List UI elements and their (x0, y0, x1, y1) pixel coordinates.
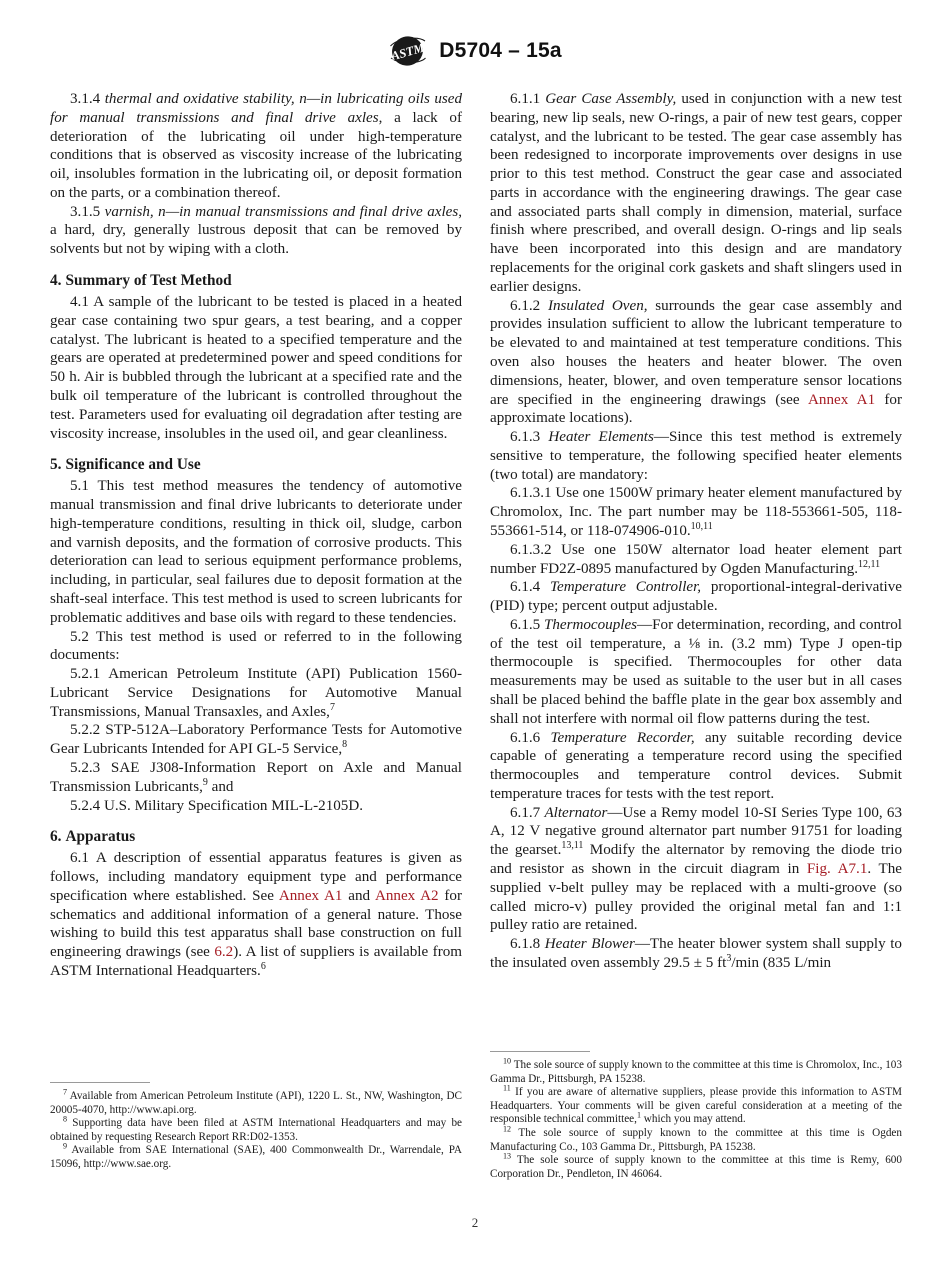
defined-term: Gear Case Assembly, (545, 91, 677, 107)
defined-term: Insulated Oven, (547, 297, 648, 314)
link-annex-a2[interactable]: Annex A2 (374, 887, 439, 904)
paragraph-6-1-6 (490, 729, 902, 804)
para-seg-2: /min (835 L/min (731, 954, 832, 971)
footnote-marker: 10 (503, 1056, 512, 1066)
para-body: any suitable recording device capable of generating a temperature record using the specified thermocouples and temperature control devices. Submit temperature traces for tests with the test report. (490, 729, 902, 802)
para-number: 5.2.2 (70, 722, 101, 739)
para-number: 5.2 (70, 628, 89, 645)
para-body: STP-512A–Laboratory Performance Tests for Automotive Gear Lubricants Intended for API GL-5 Service, (50, 722, 462, 758)
footnote-marker: 11 (503, 1083, 511, 1093)
section-number: 4. (50, 272, 62, 290)
para-number: 5.1 (70, 478, 89, 495)
para-number: 5.2.1 (70, 666, 101, 683)
footnote-item (490, 1124, 902, 1154)
para-body: Use one 150W alternator load heater element part number FD2Z-0895 manufactured by Ogden Manufacturing. (490, 541, 902, 577)
defined-term: thermal and oxidative stability, n—in lubricating oils used for manual transmissions and final drive axles (50, 91, 462, 126)
section-number: 5. (50, 456, 62, 474)
document-designation: D5704 – 15a (439, 39, 562, 62)
paragraph-5-2-3 (50, 759, 462, 797)
astm-logo (388, 34, 428, 68)
defined-term: Heater Blower (544, 936, 635, 953)
section-title: Significance and Use (65, 456, 201, 474)
footnote-text: If you are aware of alternative suppliers, please provide this information to ASTM Headquarters. Your comments will be given careful consideration at a meeting of the responsible technical committee, (490, 1086, 902, 1126)
body-columns (50, 90, 902, 1100)
paragraph-6-1 (50, 849, 462, 980)
link-section-6-2[interactable]: 6.2 (214, 944, 234, 961)
para-seg-1: A description of essential apparatus features is given as follows, including mandatory equipment type and performance specification where established. See (50, 850, 462, 904)
para-seg-2: for approximate locations). (490, 391, 902, 427)
footnote-ref-13-11[interactable]: 13,11 (561, 840, 584, 852)
para-body: proportional-integral-derivative (PID) type; percent output adjustable. (490, 579, 902, 615)
paragraph-6-1-4 (490, 578, 902, 616)
para-body: used in conjunction with a new test bearing, new lip seals, new O-rings, a pair of new test gears, copper catalyst, and the lubricant to be tested. The gear case assembly has been redesigned to incorporate improvements over designs in use prior to this test method. Construct the gear case and associated parts in accordance with the engineering drawings. The gear case and associated parts shall comply in dimension, material, surface finish where prescribed, and overall design. O-rings and lip seals have been incorporated into this design and are mandatory replacements for the original cork gaskets and shaft slingers used in earlier designs. (490, 91, 902, 295)
paragraph-4-1 (50, 293, 462, 443)
footnote-ref-8[interactable]: 8 (342, 739, 348, 751)
paragraph-6-1-7 (490, 804, 902, 935)
defined-term: Alternator (544, 804, 608, 821)
footnote-item (50, 1087, 462, 1117)
footnote-marker: 8 (63, 1114, 68, 1124)
para-body: , a lack of deterioration of the lubricating oil under high-temperature conditions that is observed as viscosity increase of the lubricating oil, insolubles formation in the lubricating oil, or deposit formation on the parts, or a combination thereof. (50, 109, 462, 201)
section-heading-6 (50, 828, 462, 846)
para-number: 5.2.3 (70, 760, 101, 776)
footnote-separator-rule (490, 1051, 590, 1052)
footnote-marker: 12 (503, 1124, 512, 1134)
para-number: 3.1.4 (70, 91, 101, 107)
footnote-text-after: which you may attend. (640, 1113, 746, 1126)
paragraph-6-1-1 (490, 90, 902, 297)
footnotes-left (50, 1082, 462, 1172)
paragraph-5-2-1 (50, 665, 462, 721)
paragraph-6-1-5 (490, 616, 902, 729)
paragraph-3-1-4 (50, 90, 462, 203)
para-number: 6.1.3 (510, 429, 541, 446)
footnote-text: The sole source of supply known to the committee at this time is Ogden Manufacturing Co., 103 Gamma Dr., Pittsburgh, PA 15238. (490, 1127, 902, 1153)
footnote-text: The sole source of supply known to the committee at this time is Chromolox, Inc., 103 Gamma Dr., Pittsburgh, PA 15238. (490, 1059, 902, 1085)
para-body: Use one 1500W primary heater element manufactured by Chromolox, Inc. The part number may be 118-553661-505, 118-553661-514, or 118-074906-010. (490, 485, 902, 539)
footnote-inline-ref[interactable]: 1 (636, 1110, 641, 1120)
para-seg-1: —The heater blower system shall supply to the insulated oven assembly 29.5 ± 5 ft (490, 936, 902, 971)
defined-term: Heater Elements (548, 429, 654, 446)
para-body: —Since this test method is extremely sensitive to temperature, the following specified heater elements (two total) are mandatory: (490, 429, 902, 483)
para-number: 5.2.4 (70, 797, 101, 814)
paragraph-6-1-3-1 (490, 484, 902, 540)
footnotes-right (490, 1051, 902, 1181)
para-tail: and (207, 778, 234, 795)
footnote-item (490, 1083, 902, 1127)
paragraph-6-1-8 (490, 935, 902, 973)
footnote-text: Available from SAE International (SAE), 400 Commonwealth Dr., Warrendale, PA 15096, http://www.sae.org. (50, 1144, 463, 1171)
defined-term: Temperature Controller, (549, 579, 702, 596)
para-number: 6.1.3.2 (510, 541, 552, 558)
link-annex-a1[interactable]: Annex A1 (808, 391, 876, 408)
link-annex-a1[interactable]: Annex A1 (278, 887, 343, 904)
page-header (0, 34, 950, 68)
para-seg-4: ). A list of suppliers is available from ASTM International Headquarters. (50, 944, 463, 980)
footnote-text: The sole source of supply known to the committee at this time is Remy, 600 Corporation Dr., Pendleton, IN 46064. (490, 1154, 902, 1180)
footnote-text: Available from American Petroleum Institute (API), 1220 L. St., NW, Washington, DC 20005-4070, http://www.api.org. (50, 1090, 462, 1116)
para-seg-2: and (342, 887, 375, 904)
column-right (490, 90, 902, 973)
paragraph-3-1-5 (50, 203, 462, 259)
footnote-item (50, 1141, 463, 1171)
footnote-ref-9[interactable]: 9 (202, 776, 208, 788)
para-number: 3.1.5 (70, 203, 101, 220)
footnote-marker: 7 (63, 1087, 68, 1097)
defined-term: Thermocouples (543, 616, 638, 633)
para-body: This test method measures the tendency of automotive manual transmission and final drive lubricants to deteriorate under high-temperature conditions, resulting in thick oil, sludge, carbon and varnish deposits, and the formation of corrosive products. This deterioration can lead to serious equipment performance problems, including, in particular, seal failures due to deposit formation at the shaft-seal interface. This test method is used to screen lubricants for problematic additives and base oils with regard to these tendencies. (50, 478, 462, 626)
section-number: 6. (50, 828, 62, 846)
footnote-text: Supporting data have been filed at ASTM International Headquarters and may be obtained by requesting Research Report RR:D02-1353. (50, 1117, 463, 1143)
para-body: A sample of the lubricant to be tested is placed in a heated gear case containing two spur gears, a test bearing, and a copper catalyst. The lubricant is heated to a specified temperature and the gears are operated at predetermined power and speed conditions for 50 h. Air is bubbled through the lubricant at a specified rate and the bulk oil temperature of the lubricant is controlled throughout the test. Parameters used for evaluating oil degradation after testing are viscosity increase, insolubles in the used oil, and gear cleanliness. (50, 294, 462, 442)
paragraph-5-2-4 (50, 797, 462, 816)
para-number: 6.1.7 (510, 804, 541, 821)
footnote-marker: 9 (63, 1141, 68, 1151)
footnote-ref-7[interactable]: 7 (329, 701, 335, 713)
page-number: 2 (471, 1215, 479, 1230)
para-body: American Petroleum Institute (API) Publication 1560-Lubricant Service Designations for Automotive Manual Transmissions, Manual Transaxles, and Axles, (50, 666, 462, 720)
para-body: This test method is used or referred to in the following documents: (50, 628, 462, 664)
footnote-separator-rule (50, 1082, 150, 1083)
para-number: 6.1.1 (510, 91, 541, 107)
footnote-ref-10-11[interactable]: 10,11 (690, 520, 713, 532)
footnote-item (490, 1151, 902, 1181)
para-number: 6.1.2 (510, 297, 541, 314)
svg-text:ASTM: ASTM (389, 40, 427, 64)
para-number: 4.1 (70, 294, 89, 311)
para-number: 6.1 (70, 850, 89, 867)
footnote-item (490, 1056, 902, 1086)
para-seg-2: Modify the alternator by removing the diode trio and resistor as shown in the circuit diagram in (490, 842, 902, 878)
footnote-ref-6[interactable]: 6 (260, 961, 266, 972)
paragraph-5-2-2 (50, 721, 462, 759)
paragraph-6-1-3-2 (490, 541, 902, 579)
para-number: 6.1.6 (510, 729, 541, 746)
section-title: Summary of Test Method (65, 272, 232, 290)
cubic-exponent: 3 (726, 952, 732, 964)
para-seg-3: for schematics and additional information of a general nature. Those wishing to build this test apparatus shall base construction on full engineering drawings (see (50, 887, 462, 961)
link-fig-a7-1[interactable]: Fig. A7.1 (806, 861, 868, 878)
section-title: Apparatus (65, 828, 136, 846)
para-body: —For determination, recording, and control of the test oil temperature, a ⅛ in. (3.2 mm) Type J open-tip thermocouple is specified. Thermocouples for other data measurements may be used as suitable to the user but in all cases shall be placed behind the baffle plate in the gear box assembly and shall not interfere with normal oil flow patterns during the test. (490, 616, 902, 727)
paragraph-5-1 (50, 477, 462, 627)
para-number: 6.1.3.1 (510, 485, 552, 502)
footnote-marker: 13 (503, 1151, 512, 1161)
defined-term: varnish, n—in manual transmissions and final drive axles (104, 203, 459, 220)
para-number: 6.1.4 (510, 579, 541, 596)
para-number: 6.1.5 (510, 616, 541, 633)
para-seg-1: surrounds the gear case assembly and provides insulation sufficient to allow the lubricant temperature to be elevated to and maintained at test temperature conditions. This oven also houses the heaters and heater blower. The oven dimensions, heater, blower, and oven temperature sensor locations are specified in the engineering drawings (see (490, 297, 902, 408)
para-seg-3: . The supplied v-belt pulley may be replaced with a multi-groove (so called micro-v) pulley provided the original metal fan and 1:1 pulley ratio are retained. (490, 861, 902, 934)
footnote-item (50, 1114, 463, 1144)
paragraph-6-1-2 (490, 297, 902, 428)
para-body: , a hard, dry, generally lustrous deposit that can be removed by solvents but not by wiping with a cloth. (50, 203, 462, 258)
para-body: U.S. Military Specification MIL-L-2105D. (103, 797, 364, 814)
footnote-ref-12-11[interactable]: 12,11 (858, 558, 881, 570)
paragraph-5-2 (50, 628, 462, 666)
defined-term: Temperature Recorder, (550, 729, 695, 746)
para-seg-1: —Use a Remy model 10-SI Series Type 100, 63 A, 12 V negative ground alternator part number 91751 for loading the gearset. (490, 804, 902, 859)
section-heading-5 (50, 456, 462, 474)
paragraph-6-1-3 (490, 428, 902, 484)
column-left (50, 90, 462, 981)
para-number: 6.1.8 (510, 936, 541, 953)
para-body: SAE J308-Information Report on Axle and Manual Transmission Lubricants, (50, 760, 462, 795)
section-heading-4 (50, 272, 462, 290)
